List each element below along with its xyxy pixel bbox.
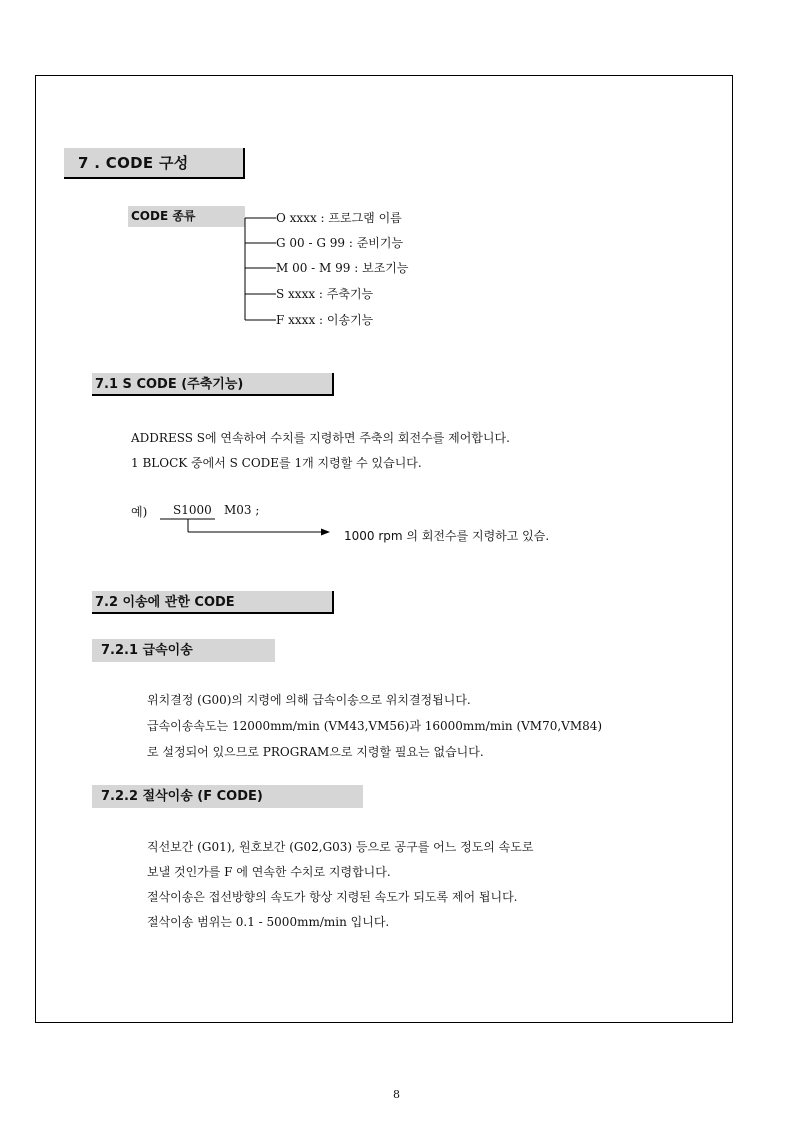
example-label: 예) [131, 505, 148, 519]
rapid-feed-line: 위치결정 (G00)의 지령에 의해 급속이송으로 위치결정됩니다. [147, 693, 471, 707]
s-code-line: 1 BLOCK 중에서 S CODE를 1개 지령할 수 있습니다. [131, 456, 422, 470]
cutting-feed-heading: 7.2.2 절삭이송 (F CODE) [92, 785, 363, 808]
code-type-item: F xxxx : 이송기능 [276, 313, 374, 327]
code-type-item: M 00 - M 99 : 보조기능 [276, 261, 409, 275]
example-note: 1000 rpm 의 회전수를 지령하고 있슴. [344, 529, 550, 543]
s-code-line: ADDRESS S에 연속하여 수치를 지령하면 주축의 회전수를 제어합니다. [131, 431, 510, 445]
rapid-feed-heading: 7.2.1 급속이송 [92, 639, 275, 662]
code-type-item: S xxxx : 주축기능 [276, 287, 374, 301]
code-type-item: G 00 - G 99 : 준비기능 [276, 236, 404, 250]
rapid-feed-line: 급속이송속도는 12000mm/min (VM43,VM56)과 16000mm/min (VM70,VM84) [147, 719, 603, 733]
section-title: 7 . CODE 구성 [64, 148, 245, 179]
page-number: 8 [393, 1088, 400, 1101]
s-code-heading: 7.1 S CODE (주축기능) [92, 373, 334, 396]
example-code: S1000 [173, 503, 212, 517]
cutting-feed-line: 보낼 것인가를 F 에 연속한 수치로 지령합니다. [147, 865, 391, 879]
code-type-item: O xxxx : 프로그램 이름 [276, 211, 402, 225]
rapid-feed-line: 로 설정되어 있으므로 PROGRAM으로 지령할 필요는 없습니다. [147, 745, 484, 759]
cutting-feed-line: 절삭이송 범위는 0.1 - 5000mm/min 입니다. [147, 915, 390, 929]
example-rest: M03 ; [224, 503, 260, 517]
code-types-label: CODE 종류 [128, 206, 245, 227]
cutting-feed-line: 절삭이송은 접선방향의 속도가 항상 지령된 속도가 되도록 제어 됩니다. [147, 890, 518, 904]
feed-code-heading: 7.2 이송에 관한 CODE [92, 591, 334, 614]
cutting-feed-line: 직선보간 (G01), 원호보간 (G02,G03) 등으로 공구를 어느 정도의 속도로 [147, 840, 534, 854]
